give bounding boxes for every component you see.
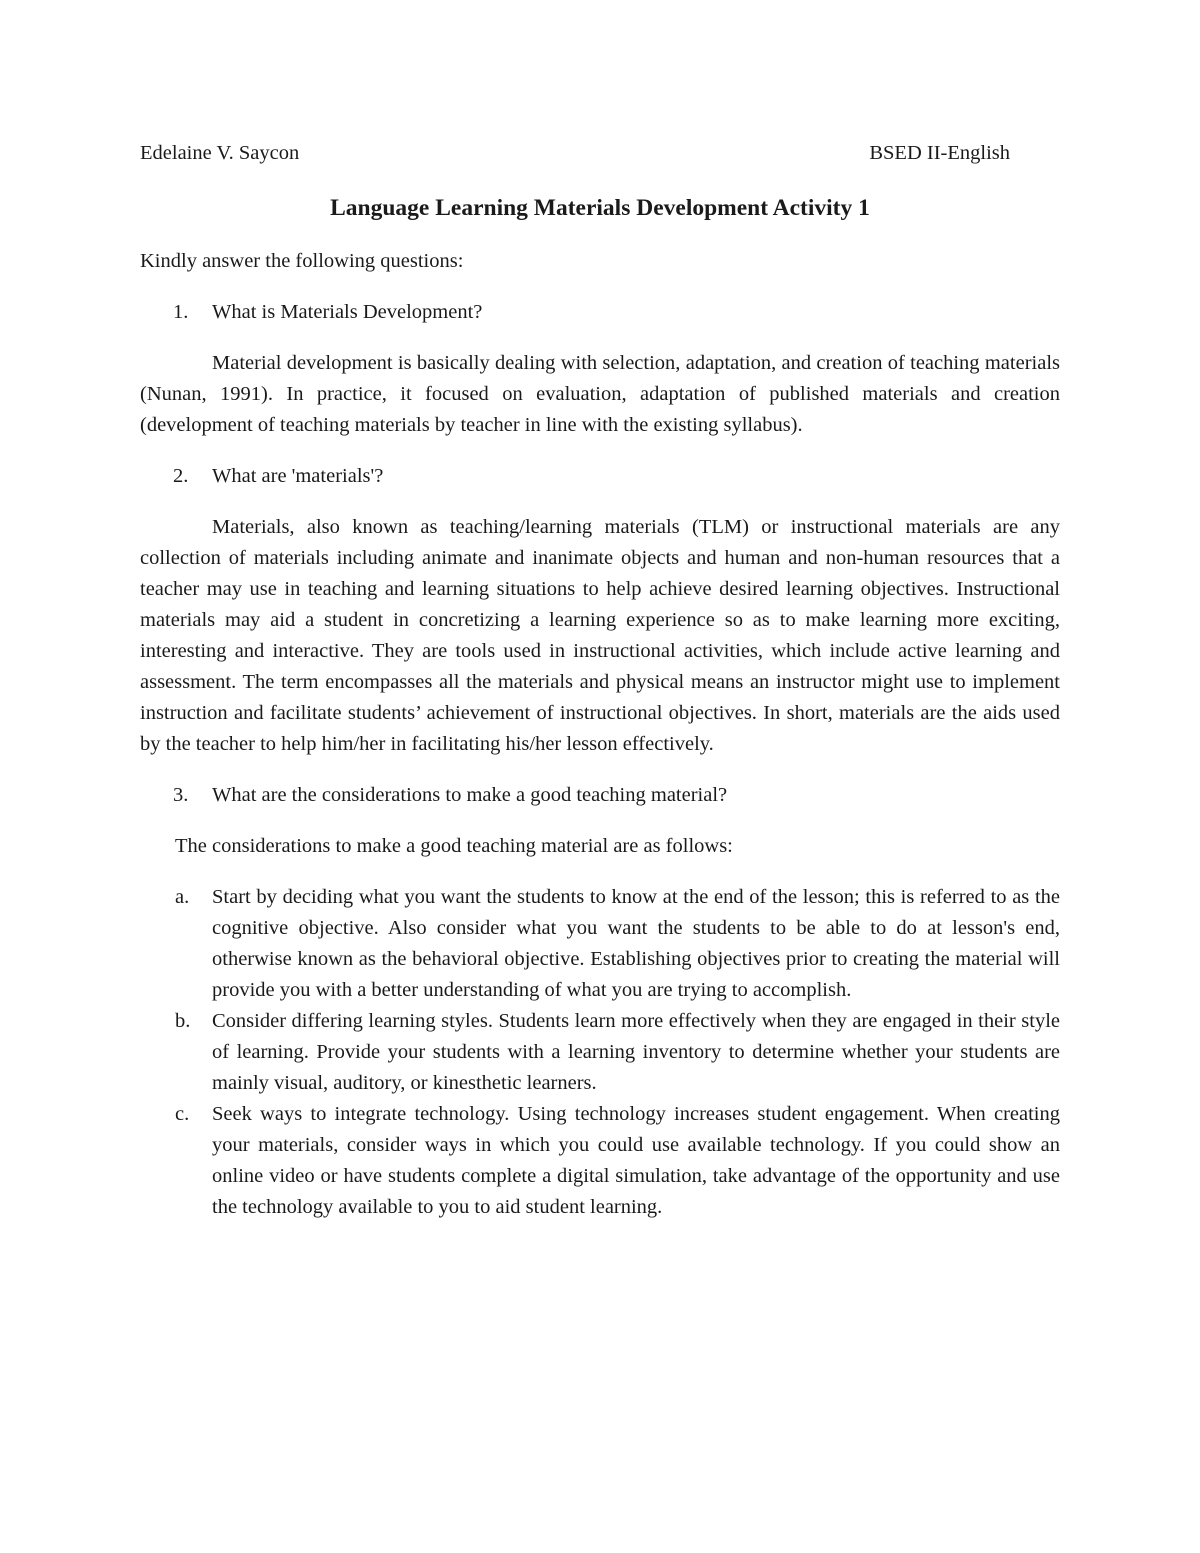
list-marker: b. <box>175 1010 191 1032</box>
question-number: 1. <box>173 301 189 323</box>
header-row <box>140 138 1010 169</box>
question-2 <box>173 461 1060 492</box>
list-item <box>175 1006 1060 1099</box>
question-number: 3. <box>173 784 189 806</box>
question-number: 2. <box>173 465 189 487</box>
list-marker: c. <box>175 1103 190 1125</box>
answer-1: Material development is basically dealing with selection, adaptation, and creation of teaching materials (Nunan, 1991). In practice, it focused on evaluation, adaptation of published materials and creation (development of teaching materials by teacher in line with the existing syllabus). <box>140 352 1060 436</box>
course-label: BSED II-English <box>869 142 1010 164</box>
document-page <box>140 138 1060 1223</box>
question-text: What are 'materials'? <box>212 465 384 487</box>
list-item-text: Seek ways to integrate technology. Using technology increases student engagement. When creating your materials, consider ways in which you could use available technology. If you could show an online video or have students complete a digital simulation, take advantage of the opportunity and use the technology available to you to aid student learning. <box>212 1103 1060 1218</box>
answer-2: Materials, also known as teaching/learning materials (TLM) or instructional materials are any collection of materials including animate and inanimate objects and human and non-human resources that a teacher may use in teaching and learning situations to help achieve desired learning objectives. Instructional materials may aid a student in concretizing a learning experience so as to make learning more exciting, interesting and interactive. They are tools used in instructional activities, which include active learning and assessment. The term encompasses all the materials and physical means an instructor might use to implement instruction and facilitate students’ achievement of instructional objectives. In short, materials are the aids used by the teacher to help him/her in facilitating his/her lesson effectively. <box>140 516 1060 755</box>
list-item-text: Consider differing learning styles. Students learn more effectively when they are engaged in their style of learning. Provide your students with a learning inventory to determine whether your students are mainly visual, auditory, or kinesthetic learners. <box>212 1010 1060 1094</box>
question-text: What are the considerations to make a good teaching material? <box>212 784 728 806</box>
question-1 <box>173 297 1060 328</box>
student-name: Edelaine V. Saycon <box>140 142 300 164</box>
document-title: Language Learning Materials Development Activity 1 <box>330 195 870 221</box>
list-item <box>175 1099 1060 1223</box>
answer-3-lead: The considerations to make a good teaching material are as follows: <box>175 835 733 857</box>
question-text: What is Materials Development? <box>212 301 483 323</box>
list-item <box>175 882 1060 1006</box>
list-marker: a. <box>175 886 190 908</box>
list-item-text: Start by deciding what you want the students to know at the end of the lesson; this is referred to as the cognitive objective. Also consider what you want the students to be able to do at lesson's end, otherwise known as the behavioral objective. Establishing objectives prior to creating the material will provide you with a better understanding of what you are trying to accomplish. <box>212 886 1060 1001</box>
question-3 <box>173 780 1060 811</box>
instructions: Kindly answer the following questions: <box>140 250 464 272</box>
